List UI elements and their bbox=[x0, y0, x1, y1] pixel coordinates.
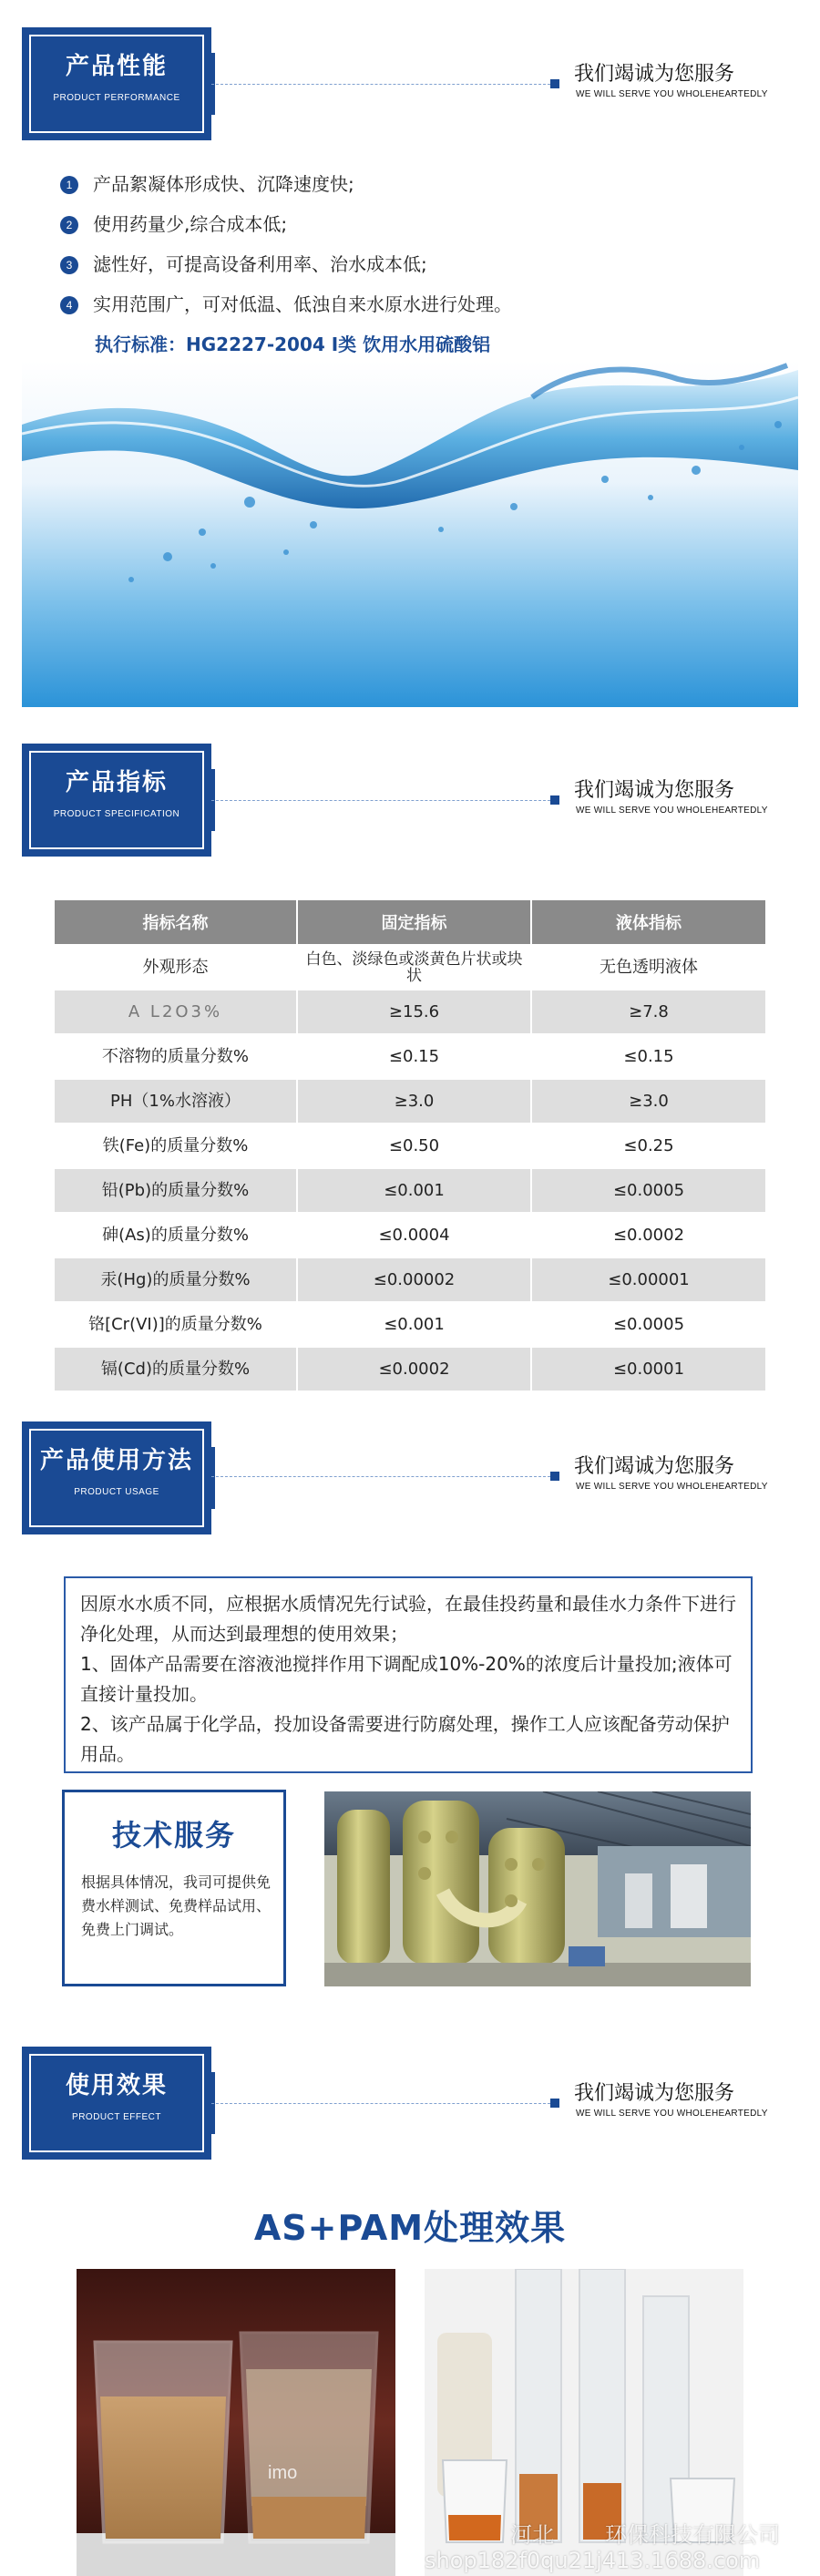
section-title: 产品指标 bbox=[65, 769, 168, 796]
column-header: 液体指标 bbox=[532, 900, 765, 944]
section-badge-performance bbox=[22, 27, 211, 140]
section-subtitle: PRODUCT PERFORMANCE bbox=[53, 93, 180, 103]
list-item-text: 实用范围广，可对低温、低浊自来水原水进行处理。 bbox=[93, 293, 512, 315]
slogan-en: WE WILL SERVE YOU WHOLEHEARTEDLY bbox=[576, 89, 768, 99]
list-item-text: 滤性好，可提高设备利用率、治水成本低; bbox=[93, 253, 427, 275]
table-row bbox=[55, 1214, 765, 1257]
list-item bbox=[60, 250, 427, 276]
table-cell: ≥15.6 bbox=[298, 990, 530, 1033]
slogan-en: WE WILL SERVE YOU WHOLEHEARTEDLY bbox=[576, 1482, 768, 1492]
column-header: 指标名称 bbox=[55, 900, 296, 944]
table-cell: 外观形态 bbox=[142, 957, 209, 977]
table-cell: 镉(Cd)的质量分数% bbox=[55, 1348, 296, 1391]
divider bbox=[211, 2103, 550, 2104]
divider-square bbox=[550, 795, 559, 805]
table-row bbox=[55, 1169, 765, 1212]
divider bbox=[211, 800, 550, 801]
table-cell: 无色透明液体 bbox=[600, 957, 698, 977]
section-title: 使用效果 bbox=[65, 2072, 168, 2099]
slogan: 我们竭诚为您服务 bbox=[574, 1455, 735, 1478]
usage-paragraph: 2、该产品属于化学品，投加设备需要进行防腐处理，操作工人应该配备劳动保护用品。 bbox=[80, 1713, 730, 1765]
table-cell: ≥7.8 bbox=[532, 990, 765, 1033]
watermark: shop182f0qu21j413.1688.com bbox=[425, 2548, 761, 2573]
table-cell: ≤0.0005 bbox=[532, 1169, 765, 1212]
table-row bbox=[55, 1124, 765, 1167]
table-row bbox=[55, 990, 765, 1033]
section-badge-effect bbox=[22, 2047, 211, 2160]
divider-square bbox=[550, 1472, 559, 1481]
table-row bbox=[55, 1348, 765, 1391]
table-cell: ≤0.001 bbox=[384, 1314, 445, 1334]
list-item bbox=[60, 169, 354, 196]
list-item bbox=[60, 290, 512, 316]
table-cell: PH（1%水溶液） bbox=[55, 1080, 296, 1123]
list-item-text: 产品絮凝体形成快、沉降速度快; bbox=[93, 173, 354, 195]
standard-text: 执行标准：HG2227-2004 I类 饮用水用硫酸铝 bbox=[95, 334, 491, 355]
watermark: 环保科技有限公司 bbox=[605, 2522, 780, 2548]
list-item bbox=[60, 210, 287, 236]
table-cell: A L2O3% bbox=[55, 990, 296, 1033]
table-cell: ≤0.15 bbox=[623, 1046, 674, 1066]
table-row bbox=[55, 1035, 765, 1078]
tech-service-box bbox=[62, 1790, 286, 1986]
number-badge: 1 bbox=[60, 176, 78, 194]
slogan: 我们竭诚为您服务 bbox=[574, 779, 735, 802]
table-cell: 铅(Pb)的质量分数% bbox=[55, 1169, 296, 1212]
table-cell: 铬[Cr(VI)]的质量分数% bbox=[88, 1314, 262, 1334]
list-item-text: 使用药量少,综合成本低; bbox=[93, 213, 288, 235]
section-title: 产品性能 bbox=[65, 53, 168, 80]
tech-service-title: 技术服务 bbox=[111, 1818, 236, 1852]
slogan-en: WE WILL SERVE YOU WHOLEHEARTEDLY bbox=[576, 806, 768, 816]
water-splash-image bbox=[22, 361, 798, 707]
table-header-row bbox=[55, 900, 765, 944]
table-row bbox=[55, 1303, 765, 1346]
table-cell: ≥3.0 bbox=[298, 1080, 530, 1123]
column-header: 固定指标 bbox=[298, 900, 530, 944]
svg-text:imo: imo bbox=[268, 2463, 298, 2483]
table-row bbox=[55, 1080, 765, 1123]
usage-paragraph: 因原水水质不同，应根据水质情况先行试验，在最佳投药量和最佳水力条件下进行净化处理，从而达到最理想的使用效果； bbox=[80, 1593, 736, 1645]
section-badge-usage bbox=[22, 1421, 211, 1534]
table-cell: ≤0.0004 bbox=[378, 1225, 450, 1245]
effect-headline: AS+PAM处理效果 bbox=[253, 2208, 567, 2248]
slogan-en: WE WILL SERVE YOU WHOLEHEARTEDLY bbox=[576, 2109, 768, 2119]
section-subtitle: PRODUCT EFFECT bbox=[72, 2112, 161, 2122]
table-cell: ≤0.00001 bbox=[532, 1258, 765, 1301]
table-row bbox=[55, 1258, 765, 1301]
number-badge: 2 bbox=[60, 216, 78, 234]
table-cell: 不溶物的质量分数% bbox=[101, 1046, 250, 1066]
table-cell: ≤0.001 bbox=[298, 1169, 530, 1212]
number-badge: 3 bbox=[60, 256, 78, 274]
usage-paragraph: 1、固体产品需要在溶液池搅拌作用下调配成10%-20%的浓度后计量投加;液体可直接计量投加。 bbox=[80, 1653, 733, 1705]
table-cell: ≤0.0002 bbox=[612, 1225, 685, 1245]
table-row bbox=[55, 946, 765, 989]
section-subtitle: PRODUCT SPECIFICATION bbox=[53, 809, 180, 819]
table-cell: ≤0.00002 bbox=[298, 1258, 530, 1301]
divider bbox=[211, 84, 550, 85]
table-cell: ≤0.50 bbox=[388, 1135, 440, 1155]
divider-square bbox=[550, 2099, 559, 2108]
section-subtitle: PRODUCT USAGE bbox=[74, 1487, 159, 1497]
divider bbox=[211, 1476, 550, 1477]
usage-instructions bbox=[64, 1576, 753, 1773]
table-cell: ≥3.0 bbox=[532, 1080, 765, 1123]
table-cell: 铁(Fe)的质量分数% bbox=[102, 1135, 249, 1155]
section-title: 产品使用方法 bbox=[39, 1447, 193, 1474]
table-cell: ≤0.25 bbox=[623, 1135, 674, 1155]
divider-square bbox=[550, 79, 559, 88]
beakers-photo bbox=[77, 2269, 395, 2576]
factory-photo bbox=[324, 1791, 751, 1986]
table-cell: 砷(As)的质量分数% bbox=[102, 1225, 249, 1245]
table-cell: 白色、淡绿色或淡黄色片状或块状 bbox=[305, 949, 523, 985]
watermark: 河北 bbox=[510, 2522, 554, 2548]
table-cell: ≤0.0005 bbox=[612, 1314, 685, 1334]
slogan: 我们竭诚为您服务 bbox=[574, 2082, 735, 2105]
specification-table bbox=[53, 898, 767, 1392]
table-cell: ≤0.0001 bbox=[532, 1348, 765, 1391]
table-cell: ≤0.15 bbox=[388, 1046, 440, 1066]
number-badge: 4 bbox=[60, 296, 78, 314]
table-cell: 汞(Hg)的质量分数% bbox=[55, 1258, 296, 1301]
slogan: 我们竭诚为您服务 bbox=[574, 63, 735, 86]
tech-service-text: 根据具体情况，我司可提供免费水样测试、免费样品试用、免费上门调试。 bbox=[81, 1873, 272, 1938]
section-badge-specification bbox=[22, 744, 211, 857]
table-cell: ≤0.0002 bbox=[298, 1348, 530, 1391]
